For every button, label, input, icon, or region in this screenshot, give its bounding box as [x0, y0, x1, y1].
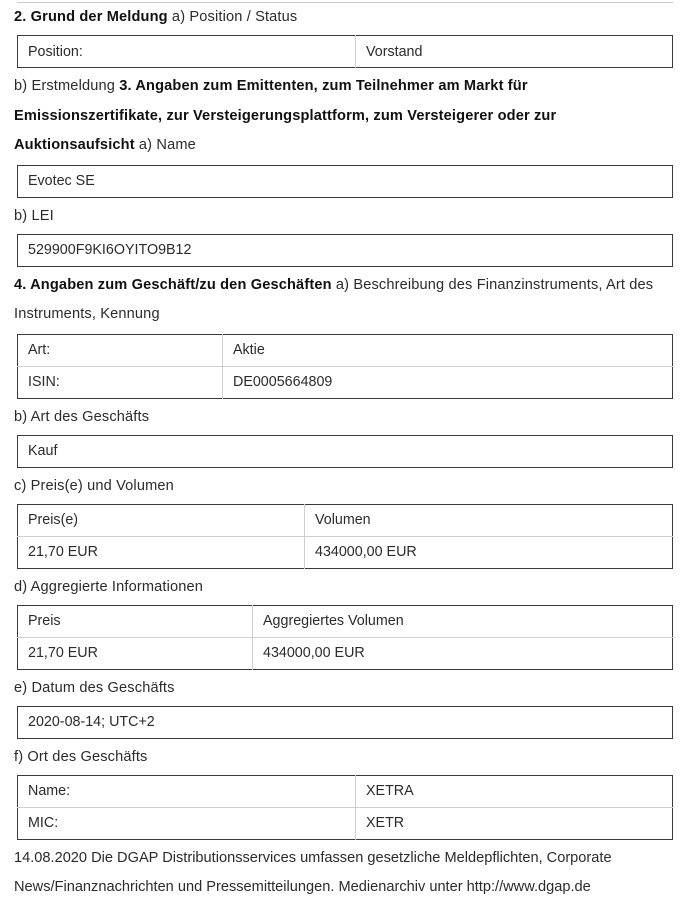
header-aggregated-price: Preis: [28, 613, 61, 629]
table-row: [18, 775, 673, 807]
cell-venue-mic-label: MIC:: [18, 807, 356, 839]
table-row: [18, 36, 673, 68]
cell-position-label: Position:: [28, 43, 83, 60]
cell-transaction-date-value: 2020-08-14; UTC+2: [28, 714, 155, 730]
table-row: [18, 334, 673, 366]
table-price-volume: [17, 504, 673, 569]
table-header-row: [18, 605, 673, 637]
section-heading-issuer-subtitle: a) Name: [134, 137, 196, 153]
cell-position-value: Vorstand: [356, 36, 673, 68]
cell-venue-name-label: Name:: [28, 783, 71, 799]
table-row: [18, 366, 673, 398]
document-content: [0, 3, 687, 903]
cell-venue-mic-value: XETR: [356, 807, 673, 839]
table-transaction-date: [17, 706, 673, 739]
label-transaction-type: b) Art des Geschäfts: [14, 408, 150, 425]
cell-price-value: 21,70 EUR: [18, 536, 305, 568]
label-transaction-venue: f) Ort des Geschäfts: [14, 748, 148, 765]
table-row: [18, 165, 673, 197]
table-lei: [17, 234, 673, 267]
section-heading-reason-number: 2. Grund der Meldung: [14, 9, 168, 25]
footer-disclaimer: 14.08.2020 Die DGAP Distributionsservices umfassen gesetzliche Meldepflichten, Corporate News/Finanznachrichten und Pressemitteilungen. Medienarchiv unter http://www.dgap.de: [14, 849, 612, 895]
header-price: Preis(e): [28, 512, 79, 528]
label-aggregated-info: d) Aggregierte Informationen: [14, 578, 204, 595]
table-aggregated: [17, 605, 673, 670]
cell-venue-name-value: XETRA: [356, 775, 673, 807]
table-issuer-name: [17, 165, 673, 198]
label-transaction-date: e) Datum des Geschäfts: [14, 679, 175, 696]
cell-instrument-isin-value: DE0005664809: [223, 366, 673, 398]
section-heading-transaction-number: 4. Angaben zum Geschäft/zu den Geschäften: [14, 276, 332, 293]
table-venue: [17, 775, 673, 840]
header-volume: Volumen: [305, 504, 673, 536]
cell-aggregated-price-value: 21,70 EUR: [18, 637, 253, 669]
cell-lei-value: 529900F9KI6OYITO9B12: [28, 242, 192, 258]
cell-transaction-type-value: Kauf: [28, 443, 58, 459]
table-row: [18, 435, 673, 467]
cell-issuer-name-value: Evotec SE: [28, 173, 95, 189]
cell-instrument-isin-label: ISIN:: [18, 366, 223, 398]
cell-instrument-art-value: Aktie: [223, 334, 673, 366]
subitem-erstmeldung: b) Erstmeldung: [14, 78, 120, 94]
section-heading-issuer-number: 3. Angaben zum Emittenten, zum Teilnehmer am Markt für Emissionszertifikate, zur Versteigerungsplattform, zum Versteigerer oder zur Auktionsaufsicht: [14, 78, 557, 153]
header-aggregated-volume: Aggregiertes Volumen: [253, 605, 673, 637]
table-row: [18, 706, 673, 738]
cell-instrument-art-label: Art:: [28, 342, 51, 358]
label-lei: b) LEI: [14, 207, 54, 224]
table-row: [18, 234, 673, 266]
section-heading-transaction: [0, 271, 687, 330]
table-header-row: [18, 504, 673, 536]
section-heading-transaction-subtitle: a) Beschreibung des Finanzinstruments, Art des Instruments, Kennung: [14, 276, 654, 322]
table-position-status: [17, 35, 673, 68]
section-heading-issuer: [0, 72, 687, 161]
table-row: [18, 807, 673, 839]
table-row: [18, 637, 673, 669]
table-transaction-type: [17, 435, 673, 468]
table-row: [18, 536, 673, 568]
table-instrument: [17, 334, 673, 399]
label-price-volume: c) Preis(e) und Volumen: [14, 477, 174, 494]
cell-volume-value: 434000,00 EUR: [305, 536, 673, 568]
section-heading-reason-subtitle: a) Position / Status: [167, 9, 298, 25]
cell-aggregated-volume-value: 434000,00 EUR: [253, 637, 673, 669]
section-heading-reason: [0, 3, 687, 31]
